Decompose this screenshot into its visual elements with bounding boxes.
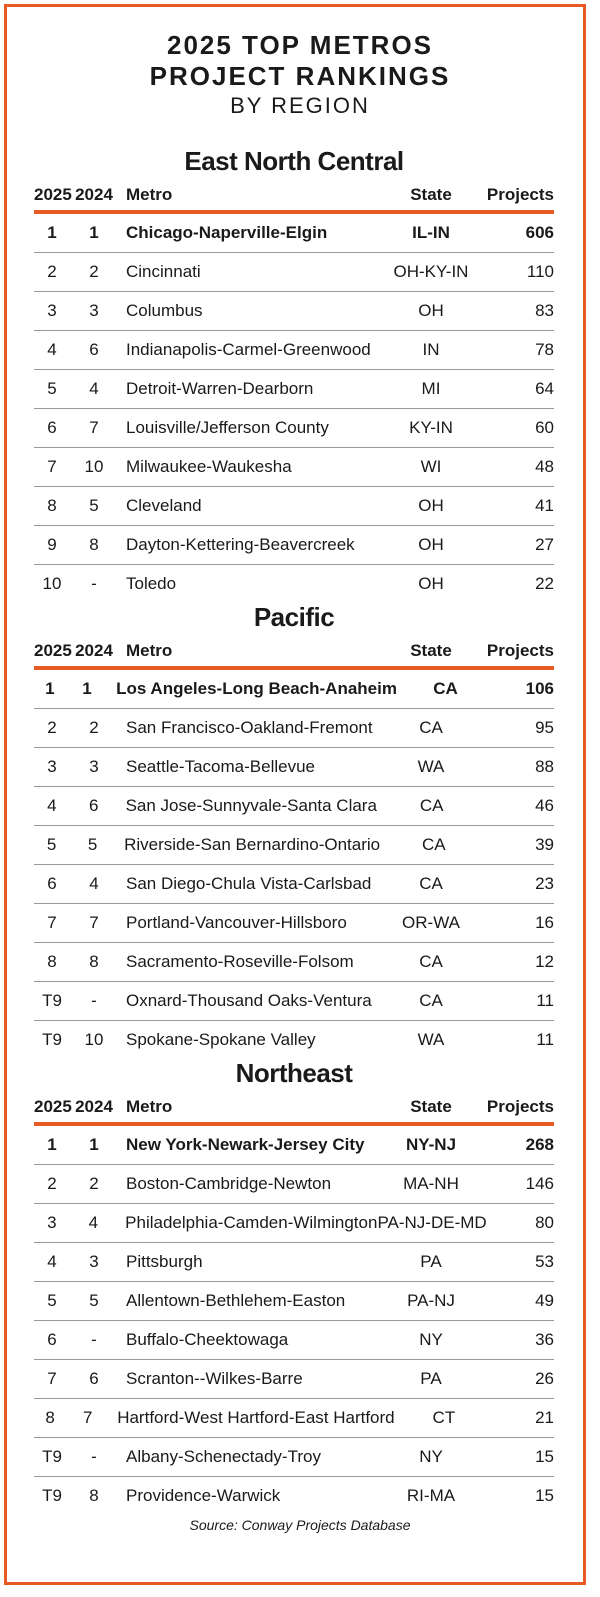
cell-rank-2024: 10 [84, 1030, 104, 1049]
cell-metro: San Diego-Chula Vista-Carlsbad [126, 874, 372, 893]
cell-state: OH [418, 496, 444, 515]
cell-state: PA-NJ [407, 1291, 455, 1310]
table-row [34, 1165, 554, 1204]
header-state: State [410, 185, 452, 204]
cell-state: OH [418, 574, 444, 593]
page-title-line-2: PROJECT RANKINGS [149, 61, 451, 91]
table-row [34, 787, 554, 826]
header-state: State [410, 1097, 452, 1116]
cell-rank-2024: 1 [89, 223, 99, 242]
cell-metro: Chicago-Naperville-Elgin [126, 223, 328, 242]
cell-metro: Spokane-Spokane Valley [126, 1030, 316, 1049]
region-title: East North Central [184, 146, 404, 176]
cell-projects: 606 [525, 223, 554, 242]
cell-rank-2025: 1 [47, 223, 57, 242]
cell-projects: 11 [536, 1030, 554, 1049]
table-row [34, 526, 554, 565]
cell-metro: Boston-Cambridge-Newton [126, 1174, 332, 1193]
cell-state: CA [419, 952, 443, 971]
cell-rank-2024: 4 [89, 874, 99, 893]
cell-rank-2024: 6 [88, 796, 99, 815]
cell-metro: Portland-Vancouver-Hillsboro [126, 913, 347, 932]
cell-rank-2025: 2 [47, 718, 57, 737]
cell-rank-2024: 6 [89, 340, 99, 359]
region-pacific [34, 598, 554, 1059]
cell-rank-2024: 2 [89, 1174, 99, 1193]
cell-rank-2024: 6 [89, 1369, 99, 1388]
table-row [34, 214, 554, 253]
cell-state: CA [419, 991, 443, 1010]
region-title: Northeast [235, 1058, 353, 1088]
cell-rank-2024: 4 [89, 379, 99, 398]
cell-rank-2025: 6 [47, 874, 57, 893]
cell-rank-2024: 5 [89, 1291, 99, 1310]
region-title: Pacific [253, 602, 335, 632]
cell-rank-2025: 9 [47, 535, 57, 554]
cell-metro: Scranton--Wilkes-Barre [126, 1369, 303, 1388]
cell-projects: 110 [526, 262, 554, 281]
table-body [34, 670, 554, 1059]
cell-metro: Philadelphia-Camden-Wilmington [125, 1213, 378, 1232]
source-note: Source: Conway Projects Database [189, 1517, 411, 1533]
header-state: State [410, 641, 452, 660]
cell-rank-2024: 7 [89, 913, 99, 932]
cell-projects: 80 [535, 1213, 554, 1232]
cell-state: PA [420, 1252, 442, 1271]
cell-state: WA [417, 757, 445, 776]
table-row [34, 1399, 554, 1438]
cell-rank-2025: 1 [47, 1135, 57, 1154]
cell-rank-2025: 6 [47, 418, 57, 437]
cell-projects: 78 [535, 340, 554, 359]
cell-metro: Toledo [126, 574, 177, 593]
cell-metro: Columbus [126, 301, 203, 320]
cell-rank-2025: 7 [47, 1369, 57, 1388]
cell-state: MI [421, 379, 441, 398]
cell-projects: 36 [535, 1330, 554, 1349]
cell-rank-2025: T9 [42, 1447, 62, 1466]
table-header-row [34, 1092, 554, 1126]
cell-metro: Detroit-Warren-Dearborn [126, 379, 314, 398]
table-row [34, 1282, 554, 1321]
cell-projects: 27 [535, 535, 554, 554]
cell-metro: Cincinnati [126, 262, 201, 281]
cell-rank-2025: 4 [47, 796, 57, 815]
cell-state: KY-IN [409, 418, 453, 437]
cell-rank-2025: 1 [45, 679, 55, 698]
cell-metro: Buffalo-Cheektowaga [126, 1330, 289, 1349]
cell-rank-2025: 2 [47, 262, 57, 281]
cell-rank-2024: 7 [89, 418, 99, 437]
cell-metro: Pittsburgh [126, 1252, 203, 1271]
table-row [34, 1204, 554, 1243]
table-row [34, 1360, 554, 1399]
cell-state: CT [432, 1408, 456, 1427]
cell-projects: 39 [535, 835, 554, 854]
cell-rank-2025: 3 [47, 1213, 57, 1232]
cell-projects: 46 [535, 796, 554, 815]
cell-projects: 15 [535, 1486, 554, 1505]
cell-projects: 26 [535, 1369, 554, 1388]
cell-metro: Albany-Schenectady-Troy [126, 1447, 321, 1466]
cell-projects: 15 [535, 1447, 554, 1466]
table-row [34, 1126, 554, 1165]
table-row [34, 670, 554, 709]
region-northeast [34, 1054, 554, 1515]
cell-projects: 22 [535, 574, 554, 593]
cell-rank-2024: - [91, 574, 97, 593]
header-projects: Projects [486, 185, 554, 204]
cell-metro: Cleveland [126, 496, 202, 515]
cell-projects: 146 [525, 1174, 554, 1193]
table-row [34, 292, 554, 331]
cell-rank-2025: T9 [42, 1030, 62, 1049]
cell-rank-2025: 3 [47, 757, 57, 776]
table-row [34, 982, 554, 1021]
cell-rank-2025: 10 [42, 574, 62, 593]
cell-metro: San Jose-Sunnyvale-Santa Clara [125, 796, 377, 815]
cell-projects: 88 [535, 757, 554, 776]
header-rank-2024: 2024 [75, 1097, 113, 1116]
cell-projects: 11 [536, 991, 554, 1010]
cell-rank-2024: 4 [88, 1213, 99, 1232]
cell-metro: Sacramento-Roseville-Folsom [126, 952, 354, 971]
cell-rank-2024: 8 [89, 535, 99, 554]
header-projects: Projects [486, 1097, 554, 1116]
cell-metro: Indianapolis-Carmel-Greenwood [126, 340, 371, 359]
cell-rank-2025: 8 [47, 496, 57, 515]
cell-state: WI [420, 457, 442, 476]
cell-projects: 12 [535, 952, 554, 971]
cell-state: OR-WA [402, 913, 460, 932]
cell-metro: Oxnard-Thousand Oaks-Ventura [126, 991, 372, 1010]
header-rank-2025: 2025 [34, 1097, 72, 1116]
cell-rank-2024: 2 [89, 718, 99, 737]
table-row [34, 1438, 554, 1477]
cell-projects: 16 [535, 913, 554, 932]
cell-projects: 64 [535, 379, 554, 398]
table-header-row [34, 180, 554, 214]
cell-metro: New York-Newark-Jersey City [126, 1135, 365, 1154]
page-title-line-1: 2025 TOP METROS [166, 30, 434, 60]
header-rank-2025: 2025 [34, 641, 72, 660]
cell-metro: Providence-Warwick [126, 1486, 281, 1505]
cell-metro: Hartford-West Hartford-East Hartford [117, 1408, 395, 1427]
cell-state: OH-KY-IN [393, 262, 469, 281]
cell-rank-2025: 8 [45, 1408, 55, 1427]
cell-rank-2024: 10 [84, 457, 104, 476]
cell-projects: 53 [535, 1252, 554, 1271]
cell-metro: Dayton-Kettering-Beavercreek [126, 535, 355, 554]
cell-rank-2025: 4 [47, 1252, 57, 1271]
table-body [34, 214, 554, 603]
table-row [34, 709, 554, 748]
cell-state: MA-NH [403, 1174, 459, 1193]
table-row [34, 448, 554, 487]
cell-metro: San Francisco-Oakland-Fremont [126, 718, 373, 737]
header-rank-2024: 2024 [75, 185, 113, 204]
header-projects: Projects [486, 641, 554, 660]
cell-rank-2025: 8 [47, 952, 57, 971]
cell-state: OH [418, 535, 444, 554]
cell-state: NY [419, 1447, 443, 1466]
cell-projects: 41 [535, 496, 554, 515]
cell-state: CA [422, 835, 446, 854]
cell-rank-2024: 8 [89, 1486, 99, 1505]
cell-state: IN [422, 340, 440, 359]
cell-rank-2025: 5 [47, 379, 57, 398]
cell-metro: Riverside-San Bernardino-Ontario [124, 835, 381, 854]
header-metro: Metro [126, 1097, 173, 1116]
table-row [34, 253, 554, 292]
cell-rank-2024: 3 [89, 301, 99, 320]
cell-state: NY-NJ [405, 1135, 457, 1154]
cell-rank-2025: 4 [47, 340, 57, 359]
cell-projects: 83 [535, 301, 554, 320]
page-header [0, 30, 600, 120]
table-row [34, 826, 554, 865]
cell-state: CA [419, 796, 444, 815]
cell-metro: Louisville/Jefferson County [126, 418, 329, 437]
cell-rank-2024: 7 [82, 1408, 93, 1427]
cell-rank-2025: 3 [47, 301, 57, 320]
cell-metro: Los Angeles-Long Beach-Anaheim [116, 679, 397, 698]
cell-metro: Milwaukee-Waukesha [126, 457, 292, 476]
cell-rank-2024: 1 [89, 1135, 99, 1154]
cell-rank-2025: 2 [47, 1174, 57, 1193]
cell-projects: 106 [525, 679, 554, 698]
cell-state: PA [420, 1369, 442, 1388]
page-subtitle: BY REGION [230, 93, 370, 118]
table-row [34, 487, 554, 526]
cell-rank-2024: 5 [89, 496, 99, 515]
header-rank-2025: 2025 [34, 185, 72, 204]
cell-rank-2024: 3 [89, 1252, 99, 1271]
cell-rank-2025: 7 [47, 457, 57, 476]
cell-state: CA [433, 679, 458, 698]
table-row [34, 865, 554, 904]
table-row [34, 409, 554, 448]
cell-rank-2024: - [91, 1447, 97, 1466]
cell-state: OH [418, 301, 444, 320]
cell-rank-2025: T9 [42, 1486, 62, 1505]
region-east-north-central [34, 142, 554, 603]
table-header-row [34, 636, 554, 670]
cell-rank-2024: - [91, 1330, 97, 1349]
table-row [34, 331, 554, 370]
cell-rank-2024: 2 [89, 262, 99, 281]
cell-state: WA [417, 1030, 445, 1049]
cell-projects: 49 [535, 1291, 554, 1310]
cell-projects: 60 [535, 418, 554, 437]
cell-metro: Seattle-Tacoma-Bellevue [126, 757, 315, 776]
table-row [34, 1321, 554, 1360]
header-metro: Metro [126, 641, 173, 660]
cell-projects: 48 [535, 457, 554, 476]
cell-projects: 21 [535, 1408, 554, 1427]
header-rank-2024: 2024 [75, 641, 113, 660]
cell-projects: 95 [535, 718, 554, 737]
cell-state: CA [419, 874, 443, 893]
cell-state: RI-MA [406, 1486, 456, 1505]
table-row [34, 1477, 554, 1515]
cell-rank-2025: 5 [46, 835, 57, 854]
cell-rank-2025: 5 [47, 1291, 57, 1310]
cell-state: PA-NJ-DE-MD [377, 1213, 487, 1232]
cell-rank-2024: 8 [89, 952, 99, 971]
cell-rank-2025: T9 [42, 991, 62, 1010]
table-row [34, 370, 554, 409]
cell-state: NY [419, 1330, 443, 1349]
cell-metro: Allentown-Bethlehem-Easton [126, 1291, 346, 1310]
cell-projects: 23 [535, 874, 554, 893]
cell-rank-2025: 7 [47, 913, 57, 932]
table-row [34, 1243, 554, 1282]
table-row [34, 904, 554, 943]
cell-rank-2024: - [91, 991, 97, 1010]
table-body [34, 1126, 554, 1515]
cell-state: IL-IN [412, 223, 450, 242]
cell-rank-2024: 1 [82, 679, 92, 698]
cell-rank-2025: 6 [47, 1330, 57, 1349]
cell-state: CA [419, 718, 443, 737]
cell-rank-2024: 3 [89, 757, 99, 776]
cell-rank-2024: 5 [87, 835, 98, 854]
cell-projects: 268 [525, 1135, 554, 1154]
header-metro: Metro [126, 185, 173, 204]
table-row [34, 748, 554, 787]
table-row [34, 943, 554, 982]
